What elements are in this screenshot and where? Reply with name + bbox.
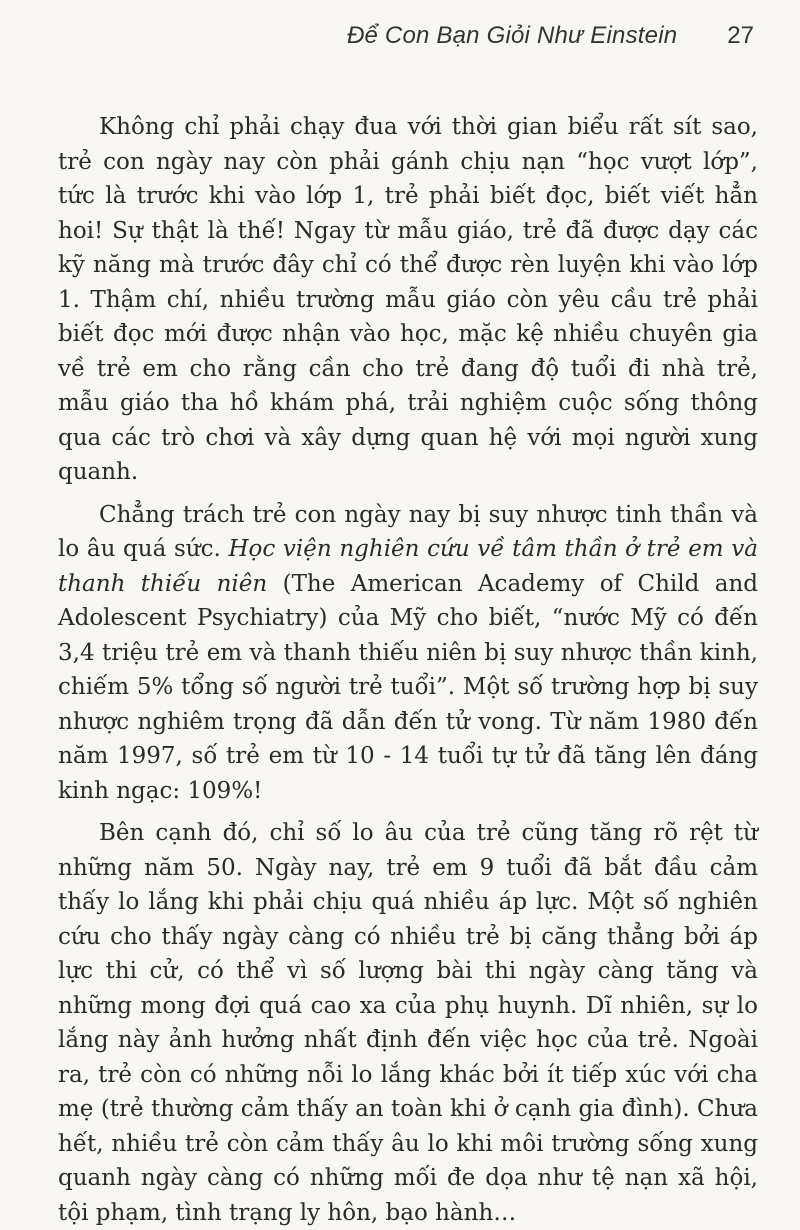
book-title: Để Con Bạn Giỏi Như Einstein <box>346 22 678 49</box>
paragraph-2-text-before: Chẳng trách trẻ con ngày nay bị suy nhược tinh thần và lo âu quá sức. <box>58 501 758 562</box>
paragraph-3: Bên cạnh đó, chỉ số lo âu của trẻ cũng tăng rõ rệt từ những năm 50. Ngày nay, trẻ em 9 tuổi đã bắt đầu cảm thấy lo lắng khi phải chịu quá nhiều áp lực. Một số nghiên cứu cho thấy ngày càng có nhiều trẻ bị căng thẳng bởi áp lực thi cử, có thể vì số lượng bài thi ngày càng tăng và những mong đợi quá cao xa của phụ huynh. Dĩ nhiên, sự lo lắng này ảnh hưởng nhất định đến việc học của trẻ. Ngoài ra, trẻ còn có những nỗi lo lắng khác bởi ít tiếp xúc với cha mẹ (trẻ thường cảm thấy an toàn khi ở cạnh gia đình). Chưa hết, nhiều trẻ còn cảm thấy âu lo khi môi trường sống xung quanh ngày càng có những mối đe dọa như tệ nạn xã hội, tội phạm, tình trạng ly hôn, bạo hành… <box>58 820 758 1226</box>
page-number: 27 <box>727 22 754 49</box>
paragraph-2-text-after: (The American Academy of Child and Adolescent Psychiatry) của Mỹ cho biết, “nước Mỹ có đến 3,4 triệu trẻ em và thanh thiếu niên bị suy nhược thần kinh, chiếm 5% tổng số người trẻ tuổi”. Một số trường hợp bị suy nhược nghiêm trọng đã dẫn đến tử vong. Từ năm 1980 đến năm 1997, số trẻ em từ 10 - 14 tuổi tự tử đã tăng lên đáng kinh ngạc: 109%! <box>58 570 758 804</box>
body-text <box>58 110 758 1230</box>
paragraph-2 <box>58 498 758 809</box>
paragraph-1: Không chỉ phải chạy đua với thời gian biểu rất sít sao, trẻ con ngày nay còn phải gánh chịu nạn “học vượt lớp”, tức là trước khi vào lớp 1, trẻ phải biết đọc, biết viết hẳn hoi! Sự thật là thế! Ngay từ mẫu giáo, trẻ đã được dạy các kỹ năng mà trước đây chỉ có thể được rèn luyện khi vào lớp 1. Thậm chí, nhiều trường mẫu giáo còn yêu cầu trẻ phải biết đọc mới được nhận vào học, mặc kệ nhiều chuyên gia về trẻ em cho rằng cần cho trẻ đang độ tuổi đi nhà trẻ, mẫu giáo tha hồ khám phá, trải nghiệm cuộc sống thông qua các trò chơi và xây dựng quan hệ với mọi người xung quanh. <box>58 114 758 485</box>
running-header <box>347 22 754 50</box>
paragraph-2-italic-institution: Học viện nghiên cứu về tâm thần ở trẻ em và thanh thiếu niên <box>58 536 758 597</box>
